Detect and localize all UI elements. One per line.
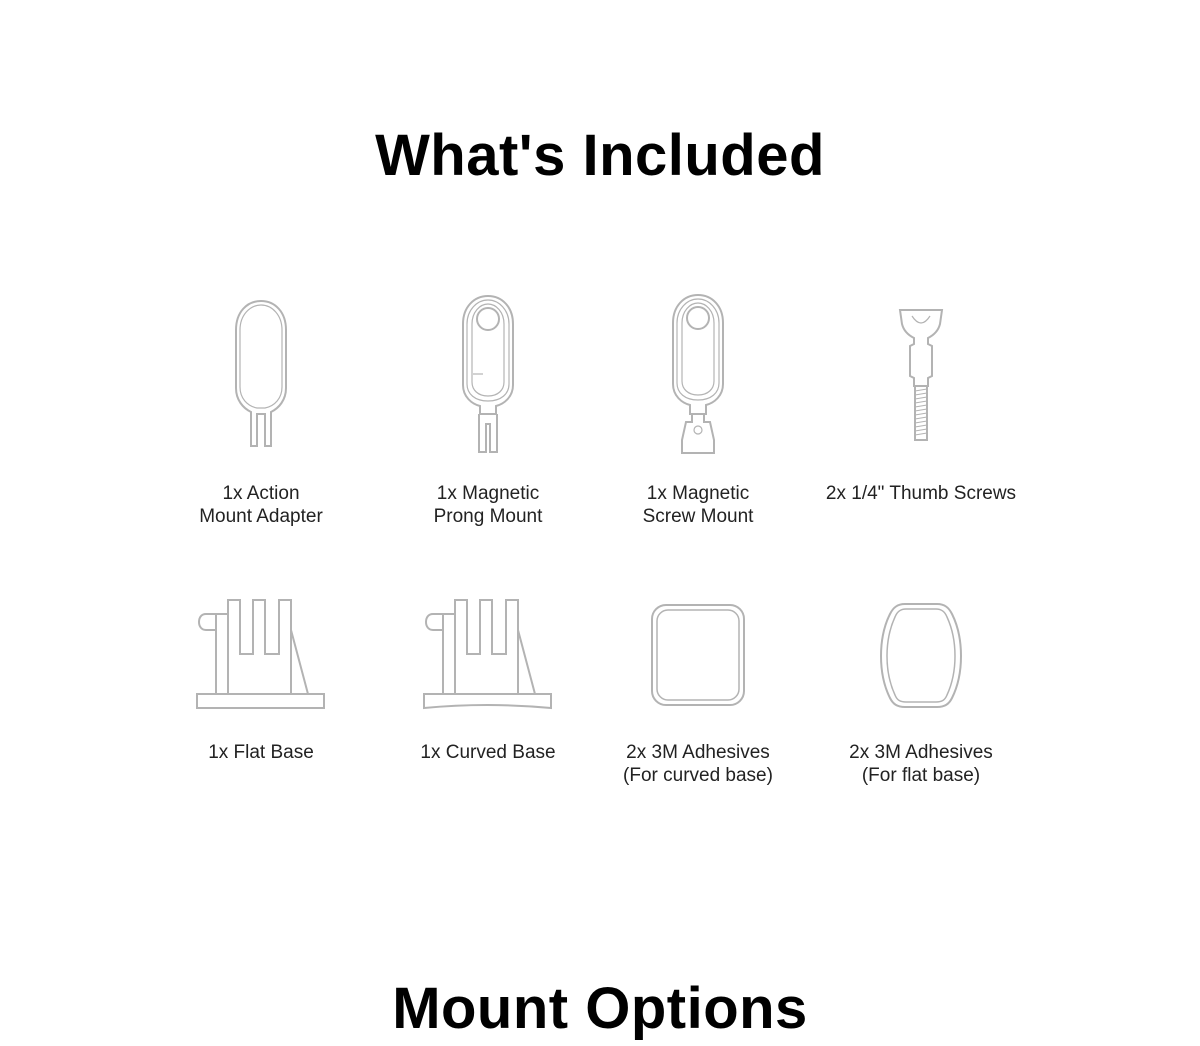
mount-options-title: Mount Options [392,976,808,1041]
caption-line2: Screw Mount [642,506,754,527]
item-caption [151,482,371,528]
whats-included-title: What's Included [375,123,825,188]
item-caption [588,482,808,528]
caption-line1: 1x Curved Base [420,742,556,763]
action-mount-adapter-icon [151,290,371,450]
magnetic-prong-mount-icon [378,290,598,456]
item-caption [588,741,808,787]
caption-line2: (For curved base) [623,765,773,786]
adhesive-curved-icon [588,590,808,714]
caption-line1: 1x Flat Base [208,742,314,763]
item-caption [151,741,371,764]
caption-line2: (For flat base) [861,765,981,786]
caption-line2: Mount Adapter [199,506,323,527]
caption-line2: Prong Mount [433,506,543,527]
caption-line1: 1x Magnetic [646,483,750,504]
item-caption [801,482,1041,505]
thumb-screw-icon [811,290,1031,450]
item-caption [378,482,598,528]
curved-base-icon [378,590,598,714]
caption-line1: 2x 1/4" Thumb Screws [825,483,1017,504]
caption-line1: 1x Magnetic [436,483,540,504]
adhesive-flat-icon [811,590,1031,714]
magnetic-screw-mount-icon [588,290,808,456]
caption-line1: 2x 3M Adhesives [626,742,770,763]
caption-line1: 1x Action [222,483,300,504]
flat-base-icon [151,590,371,714]
caption-line1: 2x 3M Adhesives [849,742,993,763]
item-caption [811,741,1031,787]
item-caption [378,741,598,764]
